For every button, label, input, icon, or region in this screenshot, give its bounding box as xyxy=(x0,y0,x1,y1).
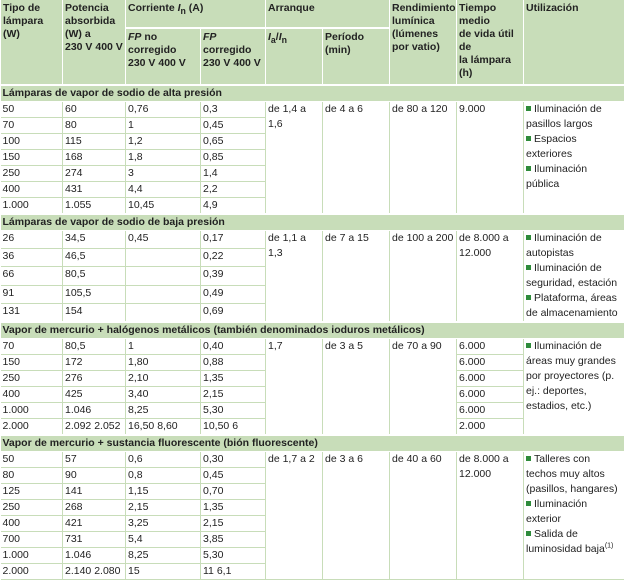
cell-tipo: 1.000 xyxy=(1,403,63,419)
cell-fp-corr: 0,65 xyxy=(201,134,266,150)
cell-fp-no: 3,40 xyxy=(126,387,201,403)
cell-fp-no: 8,25 xyxy=(126,403,201,419)
header-vida: Tiempo medio de vida útil de la lámpara (h) xyxy=(457,0,524,85)
cell-tipo: 250 xyxy=(1,166,63,182)
cell-vida: 9.000 xyxy=(457,102,524,215)
cell-tipo: 70 xyxy=(1,339,63,355)
cell-ratio: de 1,7 a 2 xyxy=(266,452,323,580)
cell-tipo: 66 xyxy=(1,267,63,285)
cell-fp-corr: 0,45 xyxy=(201,468,266,484)
cell-fp-corr: 0,22 xyxy=(201,249,266,267)
section-title: Vapor de mercurio + sustancia fluorescente (bión fluorescente) xyxy=(1,435,624,452)
cell-tipo: 125 xyxy=(1,484,63,500)
cell-fp-no: 1,8 xyxy=(126,150,201,166)
cell-potencia: 1.046 xyxy=(63,403,126,419)
cell-fp-corr: 0,45 xyxy=(201,118,266,134)
cell-fp-corr: 2,2 xyxy=(201,182,266,198)
cell-fp-no xyxy=(126,285,201,303)
cell-potencia: 421 xyxy=(63,516,126,532)
cell-vida: 6.000 xyxy=(457,339,524,355)
cell-fp-corr: 1,35 xyxy=(201,500,266,516)
header-potencia: Potencia absorbida (W) a 230 V 400 V xyxy=(63,0,126,85)
cell-fp-no: 10,45 xyxy=(126,198,201,215)
cell-tipo: 250 xyxy=(1,371,63,387)
cell-tipo: 2.000 xyxy=(1,564,63,580)
cell-periodo: de 3 a 5 xyxy=(323,339,390,436)
cell-fp-no: 2,15 xyxy=(126,500,201,516)
cell-potencia: 80 xyxy=(63,118,126,134)
cell-tipo: 70 xyxy=(1,118,63,134)
bullet-icon xyxy=(526,235,531,240)
footnote-ref: (1) xyxy=(605,543,614,550)
cell-tipo: 1.000 xyxy=(1,548,63,564)
cell-potencia: 105,5 xyxy=(63,285,126,303)
header-corriente: Corriente $I_n$ (A) xyxy=(126,0,266,28)
cell-fp-corr: 5,30 xyxy=(201,403,266,419)
cell-potencia: 425 xyxy=(63,387,126,403)
cell-fp-no: 3,25 xyxy=(126,516,201,532)
cell-fp-no: 1,80 xyxy=(126,355,201,371)
cell-tipo: 50 xyxy=(1,452,63,468)
use-item: Iluminación de autopistas xyxy=(526,231,623,261)
cell-fp-corr: 0,17 xyxy=(201,231,266,249)
cell-potencia: 2.140 2.080 xyxy=(63,564,126,580)
table-row xyxy=(1,231,624,249)
cell-tipo: 400 xyxy=(1,387,63,403)
cell-potencia: 154 xyxy=(63,303,126,322)
section-title: Lámparas de vapor de sodio de baja presión xyxy=(1,214,624,231)
cell-fp-corr: 0,30 xyxy=(201,452,266,468)
cell-fp-corr: 0,69 xyxy=(201,303,266,322)
cell-fp-corr: 0,39 xyxy=(201,267,266,285)
table-row xyxy=(1,339,624,355)
bullet-icon xyxy=(526,136,531,141)
bullet-icon xyxy=(526,531,531,536)
cell-tipo: 80 xyxy=(1,468,63,484)
bullet-icon xyxy=(526,343,531,348)
cell-tipo: 50 xyxy=(1,102,63,118)
cell-fp-no: 15 xyxy=(126,564,201,580)
cell-potencia: 2.092 2.052 xyxy=(63,419,126,436)
cell-fp-no xyxy=(126,303,201,322)
cell-fp-no: 1,2 xyxy=(126,134,201,150)
cell-tipo: 150 xyxy=(1,150,63,166)
bullet-icon xyxy=(526,456,531,461)
header-fp-corr: FP corregido 230 V 400 V xyxy=(201,28,266,85)
use-item: Iluminación de pasillos largos xyxy=(526,102,623,132)
header-tipo: Tipo de lámpara (W) xyxy=(1,0,63,85)
cell-ratio: de 1,4 a 1,6 xyxy=(266,102,323,215)
cell-fp-no: 4,4 xyxy=(126,182,201,198)
cell-fp-corr: 3,85 xyxy=(201,532,266,548)
cell-vida: 6.000 xyxy=(457,371,524,387)
cell-periodo: de 3 a 6 xyxy=(323,452,390,580)
section-title: Vapor de mercurio + halógenos metálicos (también denominados ioduros metálicos) xyxy=(1,322,624,339)
bullet-icon xyxy=(526,501,531,506)
use-item: Iluminación exterior xyxy=(526,497,623,527)
cell-rend: de 80 a 120 xyxy=(390,102,457,215)
cell-ratio: de 1,1 a 1,3 xyxy=(266,231,323,323)
cell-vida: 2.000 xyxy=(457,419,524,436)
cell-tipo: 1.000 xyxy=(1,198,63,215)
cell-tipo: 131 xyxy=(1,303,63,322)
cell-potencia: 172 xyxy=(63,355,126,371)
cell-potencia: 1.046 xyxy=(63,548,126,564)
header-util: Utilización xyxy=(524,0,624,85)
cell-potencia: 168 xyxy=(63,150,126,166)
cell-rend: de 100 a 200 xyxy=(390,231,457,323)
cell-vida: de 8.000 a 12.000 xyxy=(457,452,524,580)
cell-tipo: 150 xyxy=(1,355,63,371)
cell-uses xyxy=(524,339,624,436)
cell-vida: 6.000 xyxy=(457,355,524,371)
use-item: Espacios exteriores xyxy=(526,132,623,162)
cell-fp-corr: 0,85 xyxy=(201,150,266,166)
use-item: Plataforma, áreas de almacenamiento xyxy=(526,291,623,321)
cell-fp-corr: 0,49 xyxy=(201,285,266,303)
cell-fp-corr: 1,4 xyxy=(201,166,266,182)
cell-fp-no: 2,10 xyxy=(126,371,201,387)
use-item: Salida de luminosidad baja$^{(1)}$ xyxy=(526,527,623,557)
bullet-icon xyxy=(526,295,531,300)
cell-fp-no: 16,50 8,60 xyxy=(126,419,201,436)
cell-tipo: 26 xyxy=(1,231,63,249)
header-periodo: Período (min) xyxy=(323,28,390,85)
cell-potencia: 268 xyxy=(63,500,126,516)
use-item: Iluminación de seguridad, estación xyxy=(526,261,623,291)
cell-uses xyxy=(524,102,624,215)
cell-fp-corr: 2,15 xyxy=(201,516,266,532)
header-ratio: $I_a/I_n$ xyxy=(266,28,323,85)
cell-potencia: 141 xyxy=(63,484,126,500)
cell-fp-corr: 0,40 xyxy=(201,339,266,355)
cell-potencia: 60 xyxy=(63,102,126,118)
cell-tipo: 250 xyxy=(1,500,63,516)
cell-fp-corr: 2,15 xyxy=(201,387,266,403)
cell-potencia: 34,5 xyxy=(63,231,126,249)
cell-tipo: 91 xyxy=(1,285,63,303)
use-item: Iluminación pública xyxy=(526,162,623,192)
header-rend: Rendimiento lumínica (lúmenes por vatio) xyxy=(390,0,457,85)
cell-fp-no: 0,76 xyxy=(126,102,201,118)
cell-fp-no xyxy=(126,249,201,267)
cell-vida: 6.000 xyxy=(457,403,524,419)
cell-potencia: 90 xyxy=(63,468,126,484)
cell-tipo: 400 xyxy=(1,516,63,532)
cell-fp-no: 1 xyxy=(126,339,201,355)
cell-ratio: 1,7 xyxy=(266,339,323,436)
table-row xyxy=(1,452,624,468)
cell-fp-corr: 1,35 xyxy=(201,371,266,387)
bullet-icon xyxy=(526,106,531,111)
cell-periodo: de 4 a 6 xyxy=(323,102,390,215)
cell-fp-no: 0,8 xyxy=(126,468,201,484)
cell-potencia: 115 xyxy=(63,134,126,150)
cell-potencia: 80,5 xyxy=(63,267,126,285)
cell-fp-corr: 0,88 xyxy=(201,355,266,371)
cell-rend: de 40 a 60 xyxy=(390,452,457,580)
use-item: Iluminación de áreas muy grandes por proyectores (p. ej.: deportes, estadios, etc.) xyxy=(526,339,623,414)
header-arranque: Arranque xyxy=(266,0,390,28)
bullet-icon xyxy=(526,265,531,270)
cell-fp-corr: 0,70 xyxy=(201,484,266,500)
cell-fp-no: 3 xyxy=(126,166,201,182)
cell-vida: 6.000 xyxy=(457,387,524,403)
cell-fp-no: 1,15 xyxy=(126,484,201,500)
cell-fp-no: 8,25 xyxy=(126,548,201,564)
cell-periodo: de 7 a 15 xyxy=(323,231,390,323)
cell-tipo: 700 xyxy=(1,532,63,548)
cell-potencia: 1.055 xyxy=(63,198,126,215)
cell-rend: de 70 a 90 xyxy=(390,339,457,436)
cell-potencia: 431 xyxy=(63,182,126,198)
cell-tipo: 2.000 xyxy=(1,419,63,436)
bullet-icon xyxy=(526,166,531,171)
cell-fp-corr: 10,50 6 xyxy=(201,419,266,436)
section-title: Lámparas de vapor de sodio de alta presión xyxy=(1,85,624,102)
cell-fp-corr: 11 6,1 xyxy=(201,564,266,580)
cell-potencia: 274 xyxy=(63,166,126,182)
cell-uses xyxy=(524,452,624,580)
cell-potencia: 46,5 xyxy=(63,249,126,267)
table-row xyxy=(1,102,624,118)
cell-fp-no: 5,4 xyxy=(126,532,201,548)
cell-fp-corr: 5,30 xyxy=(201,548,266,564)
cell-tipo: 400 xyxy=(1,182,63,198)
cell-vida: de 8.000 a 12.000 xyxy=(457,231,524,323)
cell-fp-corr: 4,9 xyxy=(201,198,266,215)
cell-potencia: 57 xyxy=(63,452,126,468)
use-item: Talleres con techos muy altos (pasillos, hangares) xyxy=(526,452,623,497)
cell-potencia: 80,5 xyxy=(63,339,126,355)
cell-fp-no xyxy=(126,267,201,285)
cell-potencia: 731 xyxy=(63,532,126,548)
header-fp-no: FP no corregido 230 V 400 V xyxy=(126,28,201,85)
cell-fp-no: 0,6 xyxy=(126,452,201,468)
cell-fp-no: 0,45 xyxy=(126,231,201,249)
cell-tipo: 100 xyxy=(1,134,63,150)
cell-fp-corr: 0,3 xyxy=(201,102,266,118)
cell-tipo: 36 xyxy=(1,249,63,267)
cell-potencia: 276 xyxy=(63,371,126,387)
cell-uses xyxy=(524,231,624,323)
cell-fp-no: 1 xyxy=(126,118,201,134)
